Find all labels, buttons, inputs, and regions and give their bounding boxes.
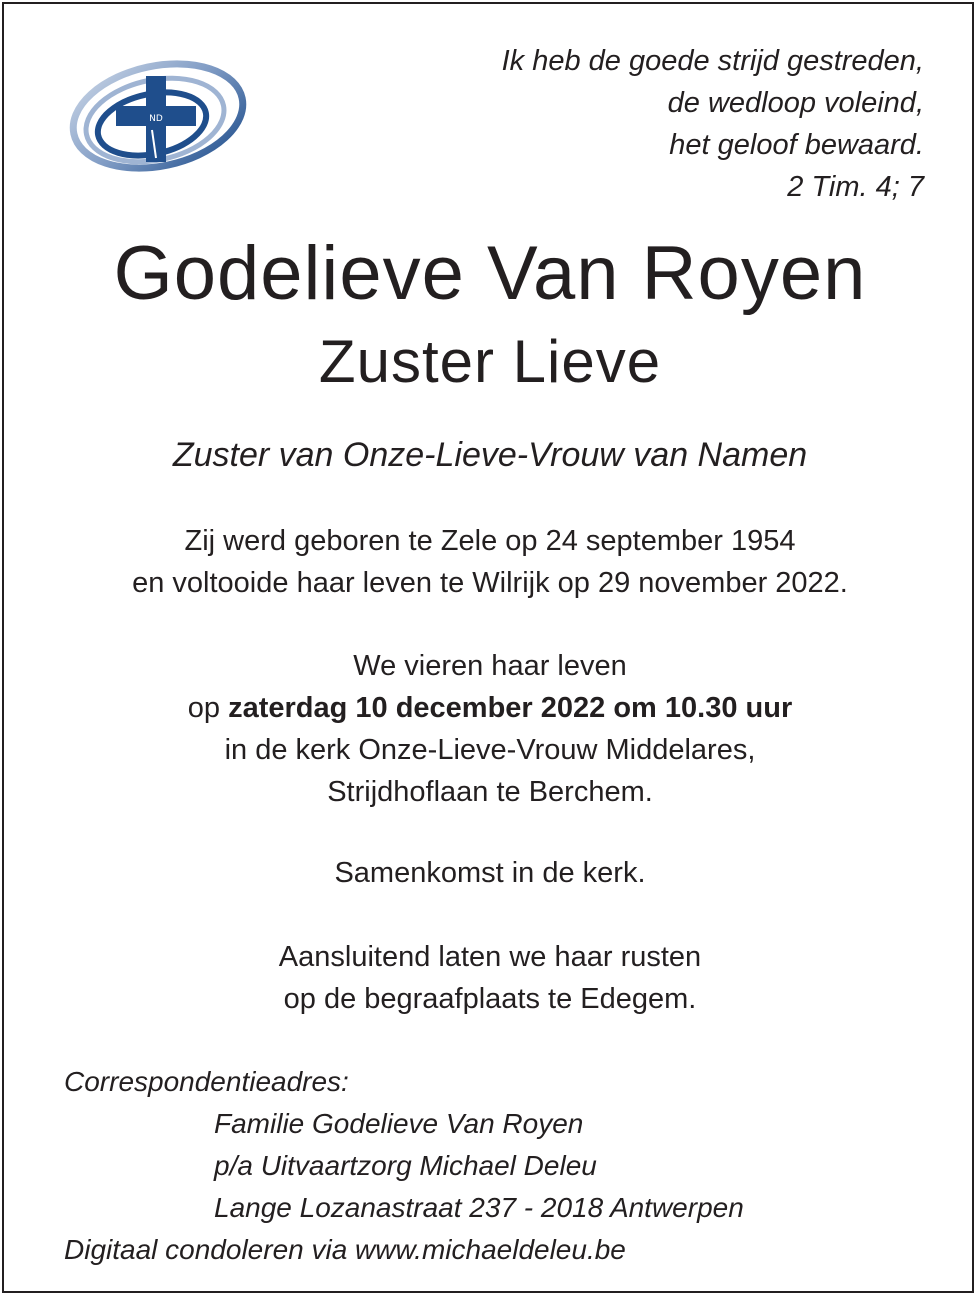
religious-name: Zuster Lieve [318, 328, 662, 395]
verse-reference: 2 Tim. 4; 7 [787, 171, 924, 203]
cross-logo-icon [60, 58, 250, 193]
deceased-name: Godelieve Van Royen [113, 231, 867, 316]
correspondence-line: Familie Godelieve Van Royen [214, 1108, 584, 1139]
bible-verse [324, 40, 924, 208]
ceremony-info [0, 645, 980, 813]
burial-line: Aansluitend laten we haar rusten [278, 941, 702, 973]
ceremony-address: Strijdhoflaan te Berchem. [327, 776, 653, 808]
verse-line: het geloof bewaard. [669, 129, 924, 161]
ceremony-intro: We vieren haar leven [353, 650, 627, 682]
ceremony-datetime: zaterdag 10 december 2022 om 10.30 uur [228, 692, 793, 724]
ceremony-church: in de kerk Onze-Lieve-Vrouw Middelares, [224, 734, 756, 766]
correspondence-block [64, 1061, 744, 1271]
ceremony-datetime-line [0, 687, 980, 729]
birth-line: Zij werd geboren te Zele op 24 september 1954 [184, 525, 796, 557]
ceremony-prefix: op [187, 692, 229, 724]
condolence-link[interactable]: Digitaal condoleren via www.michaeldeleu.be [64, 1234, 626, 1265]
burial-info [0, 936, 980, 1020]
burial-place: op de begraafplaats te Edegem. [283, 983, 697, 1015]
correspondence-line: Lange Lozanastraat 237 - 2018 Antwerpen [214, 1192, 744, 1223]
gathering-note: Samenkomst in de kerk. [334, 857, 646, 889]
verse-line: de wedloop voleind, [667, 87, 924, 119]
correspondence-line: p/a Uitvaartzorg Michael Deleu [214, 1150, 597, 1181]
correspondence-label: Correspondentieadres: [64, 1066, 349, 1097]
logo-monogram: ND [149, 114, 163, 124]
verse-line: Ik heb de goede strijd gestreden, [501, 45, 924, 77]
death-line: en voltooide haar leven te Wilrijk op 29 november 2022. [132, 567, 848, 599]
life-dates [0, 520, 980, 604]
religious-order: Zuster van Onze-Lieve-Vrouw van Namen [172, 436, 808, 474]
